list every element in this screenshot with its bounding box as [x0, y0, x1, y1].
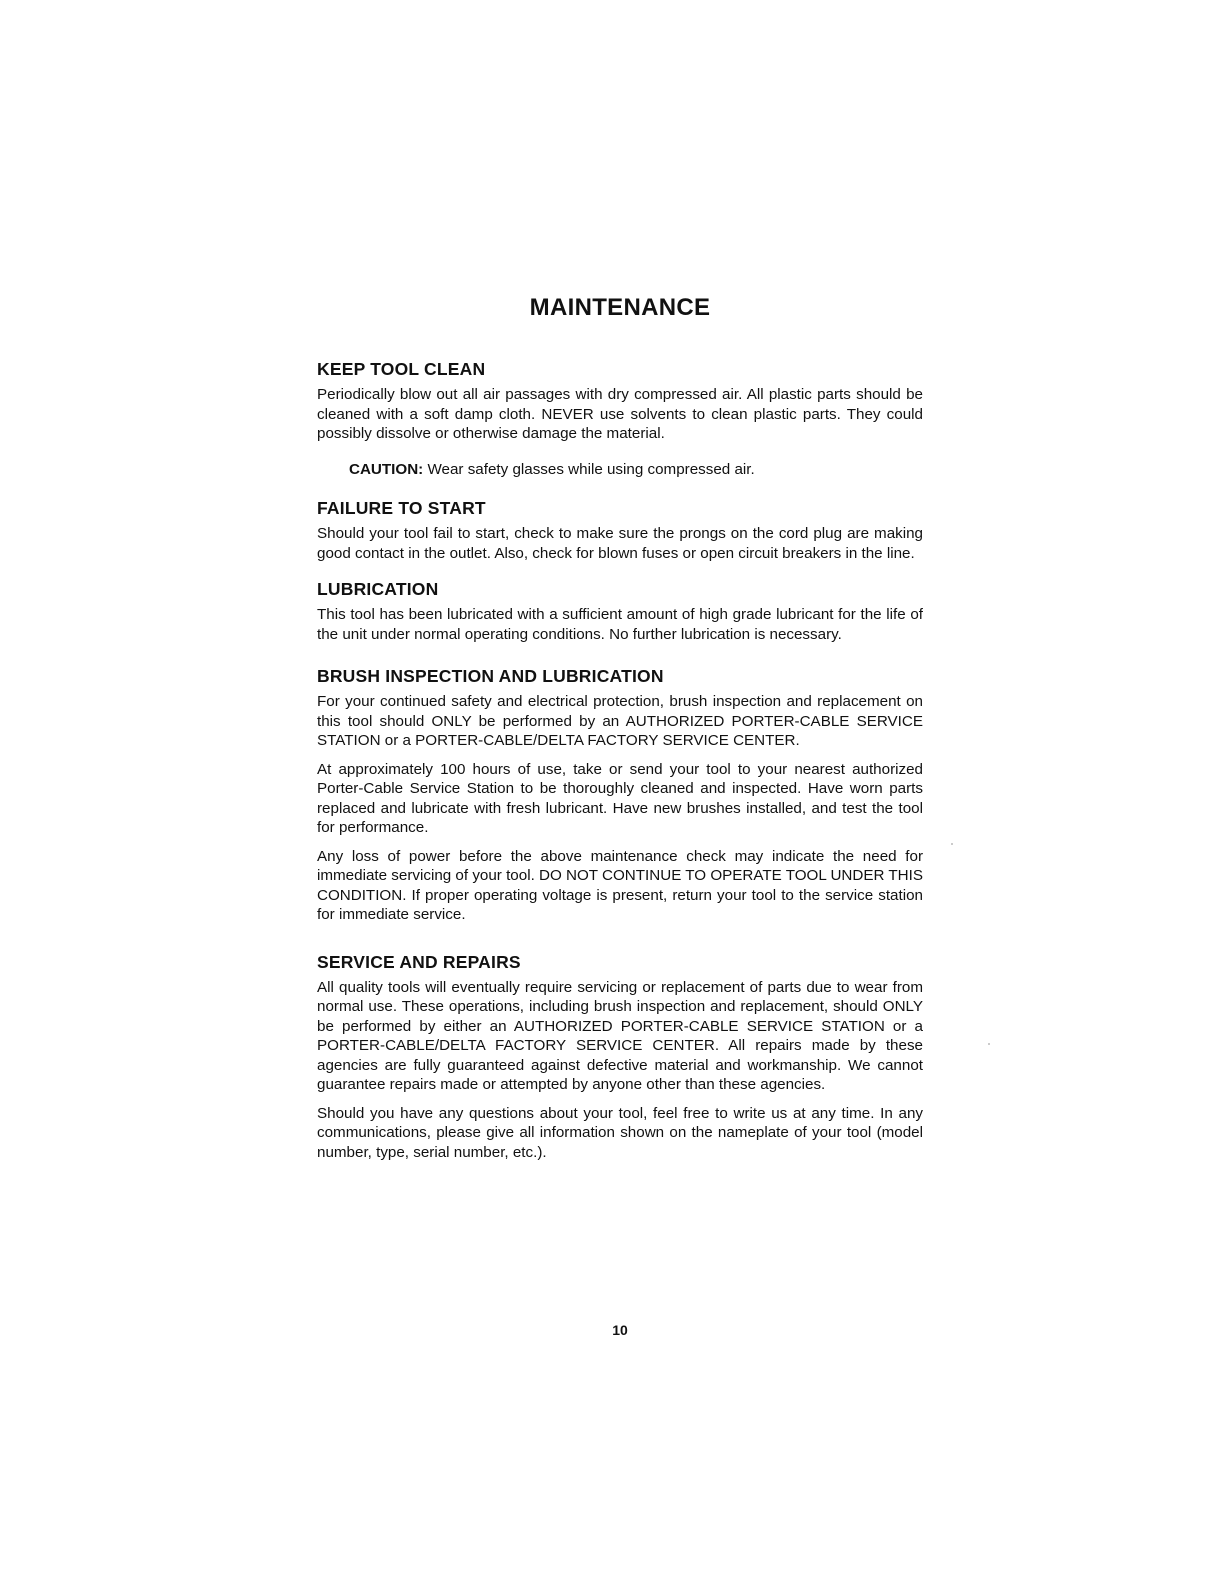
page-title: MAINTENANCE: [529, 294, 711, 321]
scan-speck: [988, 1043, 990, 1045]
caution-text: Wear safety glasses while using compressed air.: [423, 460, 755, 478]
paragraph: For your continued safety and electrical protection, brush inspection and replacement on this tool should ONLY be performed by an AUTHORIZED PORTER-CABLE SERVICE STATION or a PORTER-CABLE/DELTA FACTORY SERVICE CENTER.: [317, 693, 923, 749]
caution-label: CAUTION:: [349, 460, 424, 478]
section-heading: KEEP TOOL CLEAN: [317, 359, 486, 379]
section-heading: FAILURE TO START: [317, 498, 486, 518]
paragraph: At approximately 100 hours of use, take or send your tool to your nearest authorized Porter-Cable Service Station to be thoroughly cleaned and inspected. Have worn parts replaced and lubricate with fresh lubricant. Have new brushes installed, and test the tool for performance.: [317, 760, 923, 836]
section-brush-inspection: [317, 665, 923, 925]
paragraph: This tool has been lubricated with a sufficient amount of high grade lubricant for the life of the unit under normal operating conditions. No further lubrication is necessary.: [317, 606, 923, 643]
page-number: 10: [612, 1322, 628, 1338]
paragraph: Any loss of power before the above maintenance check may indicate the need for immediate servicing of your tool. DO NOT CONTINUE TO OPERATE TOOL UNDER THIS CONDITION. If proper operating voltage is present, return your tool to the service station for immediate service.: [317, 847, 923, 923]
section-heading: LUBRICATION: [317, 579, 439, 599]
section-service-and-repairs: [317, 951, 923, 1163]
paragraph: All quality tools will eventually require servicing or replacement of parts due to wear from normal use. These operations, including brush inspection and replacement, should ONLY be performed by either an AUTHORIZED PORTER-CABLE SERVICE STATION or a PORTER-CABLE/DELTA FACTORY SERVICE CENTER. All repairs made by these agencies are fully guaranteed against defective material and workmanship. We cannot guarantee repairs made or attempted by anyone other than these agencies.: [317, 978, 923, 1093]
section-heading: SERVICE AND REPAIRS: [317, 951, 521, 972]
paragraph: Should you have any questions about your tool, feel free to write us at any time. In any communications, please give all information shown on the nameplate of your tool (model number, type, serial number, etc.).: [317, 1104, 923, 1161]
document-body: [317, 358, 923, 1171]
section-failure-to-start: [317, 497, 923, 563]
section-heading: BRUSH INSPECTION AND LUBRICATION: [317, 666, 664, 686]
paragraph: Should your tool fail to start, check to make sure the prongs on the cord plug are making good contact in the outlet. Also, check for blown fuses or open circuit breakers in the line.: [317, 525, 923, 562]
section-keep-tool-clean: [317, 358, 923, 479]
paragraph: Periodically blow out all air passages with dry compressed air. All plastic parts should be cleaned with a soft damp cloth. NEVER use solvents to clean plastic parts. They could possibly dissolve or otherwise damage the material.: [317, 386, 923, 442]
section-lubrication: [317, 578, 923, 644]
scan-speck: [951, 843, 953, 845]
caution-note: [349, 460, 923, 480]
